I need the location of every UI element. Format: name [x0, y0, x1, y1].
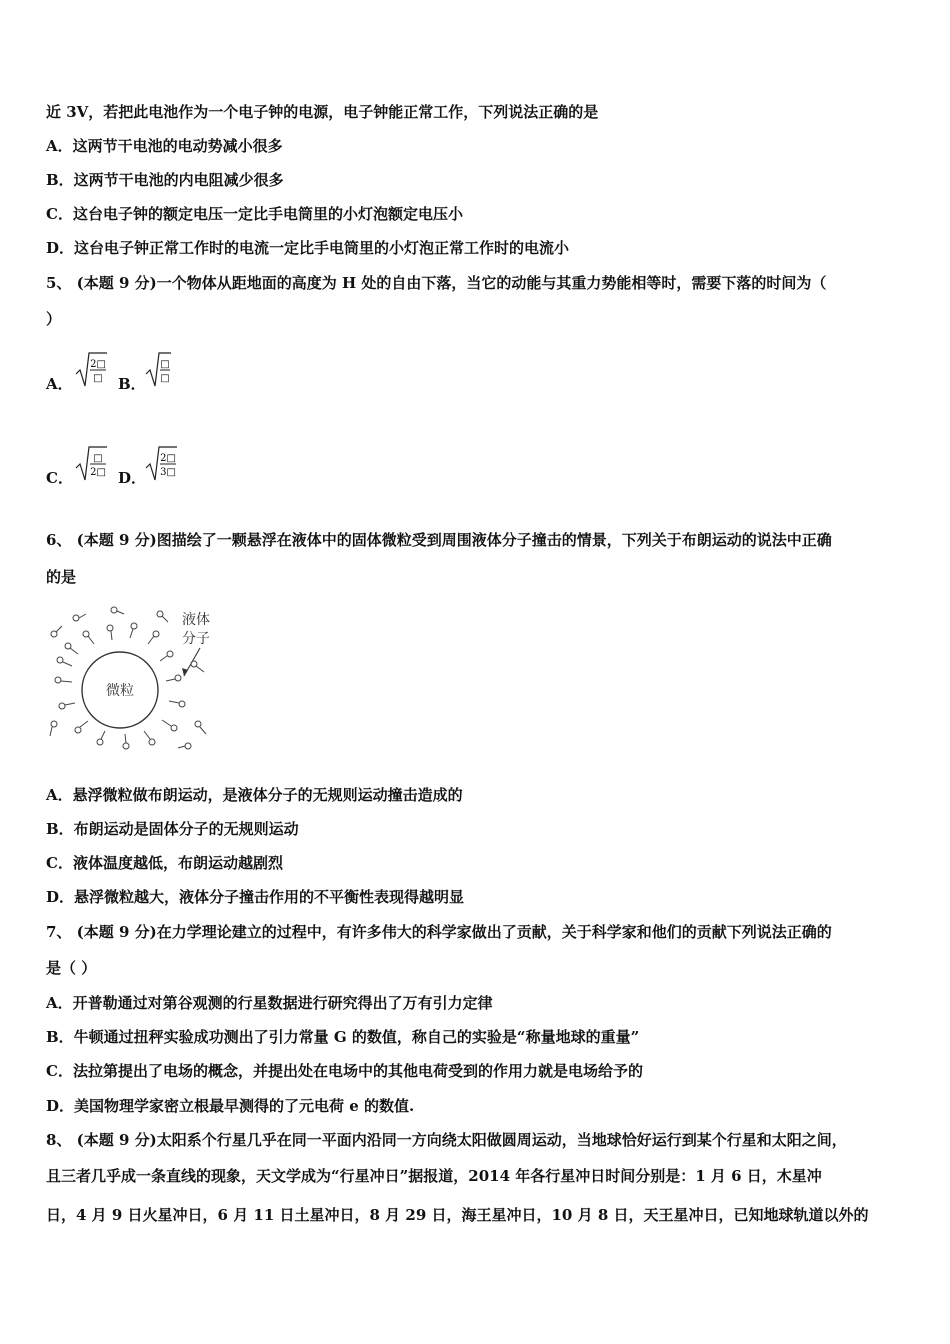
q5-options-row-cd — [46, 448, 346, 488]
q8-stem-line3: 日，4 月 9 日火星冲日，6 月 11 日土星冲日，8 月 29 日，海王星冲日，10 月 8 日，天王星冲日，已知地球轨道以外的 — [46, 1206, 869, 1224]
q6-option-b: B．布朗运动是固体分子的无规则运动 — [46, 820, 299, 838]
q6-option-c: C．液体温度越低，布朗运动越剧烈 — [46, 854, 283, 872]
q7-option-c: C．法拉第提出了电场的概念，并提出处在电场中的其他电荷受到的作用力就是电场给予的 — [46, 1062, 643, 1080]
q5-option-b-formula — [144, 350, 178, 388]
q5-option-d-numerator: 2□ — [160, 453, 176, 464]
q4-option-c: C．这台电子钟的额定电压一定比手电筒里的小灯泡额定电压小 — [46, 205, 463, 223]
q6-option-a: A．悬浮微粒做布朗运动，是液体分子的无规则运动撞击造成的 — [46, 786, 463, 804]
molecule-label-line2: 分子 — [182, 631, 210, 647]
q5-option-a-formula — [74, 350, 108, 388]
q5-option-b-denominator: □ — [160, 373, 170, 384]
q7-stem-line1: 7、 (本题 9 分)在力学理论建立的过程中，有许多伟大的科学家做出了贡献，关于科学家和他们的贡献下列说法正确的 — [46, 923, 832, 941]
q7-option-d: D．美国物理学家密立根最早测得的了元电荷 e 的数值. — [46, 1097, 415, 1115]
q6-stem-line1: 6、 (本题 9 分)图描绘了一颗悬浮在液体中的固体微粒受到周围液体分子撞击的情景，下列关于布朗运动的说法中正确 — [46, 531, 832, 549]
molecule-label-line1: 液体 — [182, 612, 210, 628]
q5-option-d-denominator: 3□ — [160, 467, 176, 478]
q5-option-d-formula — [144, 444, 178, 482]
q5-stem-line1: 5、 (本题 9 分)一个物体从距地面的高度为 H 处的自由下落，当它的动能与其重力势能相等时，需要下落的时间为（ — [46, 274, 827, 292]
q4-option-a: A．这两节干电池的电动势减小很多 — [46, 137, 283, 155]
q5-option-a-label: A． — [46, 375, 73, 393]
q8-stem-line1: 8、 (本题 9 分)太阳系个行星几乎在同一平面内沿同一方向绕太阳做圆周运动，当地球恰好运行到某个行星和太阳之间， — [46, 1131, 847, 1149]
q4-option-d: D．这台电子钟正常工作时的电流一定比手电筒里的小灯泡正常工作时的电流小 — [46, 239, 570, 257]
q8-stem-line2: 且三者几乎成一条直线的现象，天文学成为“行星冲日”据报道，2014 年各行星冲日时间分别是：1 月 6 日，木星冲 — [46, 1167, 822, 1185]
q5-option-b-label: B． — [118, 375, 146, 393]
q5-option-c-numerator: □ — [93, 453, 103, 464]
q5-option-d-label: D． — [118, 469, 147, 487]
q7-option-a: A．开普勒通过对第谷观测的行星数据进行研究得出了万有引力定律 — [46, 994, 493, 1012]
q5-option-a-denominator: □ — [93, 373, 103, 384]
q5-option-c-denominator: 2□ — [90, 467, 106, 478]
q5-options-row-ab — [46, 354, 346, 394]
q6-option-d: D．悬浮微粒越大，液体分子撞击作用的不平衡性表现得越明显 — [46, 888, 465, 906]
q7-option-b: B．牛顿通过扭秤实验成功测出了引力常量 G 的数值，称自己的实验是“称量地球的重量” — [46, 1028, 640, 1046]
q6-stem-line2: 的是 — [46, 568, 77, 586]
q5-option-b-numerator: □ — [160, 359, 170, 370]
q4-stem-tail: 近 3V，若把此电池作为一个电子钟的电源，电子钟能正常工作，下列说法正确的是 — [46, 103, 599, 121]
q4-option-b: B．这两节干电池的内电阻减少很多 — [46, 171, 284, 189]
q5-stem-line2: ） — [46, 310, 62, 328]
q5-option-c-formula — [74, 444, 108, 482]
brownian-motion-figure — [48, 606, 218, 754]
q7-stem-line2: 是（ ） — [46, 959, 97, 977]
q5-option-a-numerator: 2□ — [90, 359, 106, 370]
q5-option-c-label: C． — [46, 469, 73, 487]
particle-label: 微粒 — [106, 683, 134, 699]
